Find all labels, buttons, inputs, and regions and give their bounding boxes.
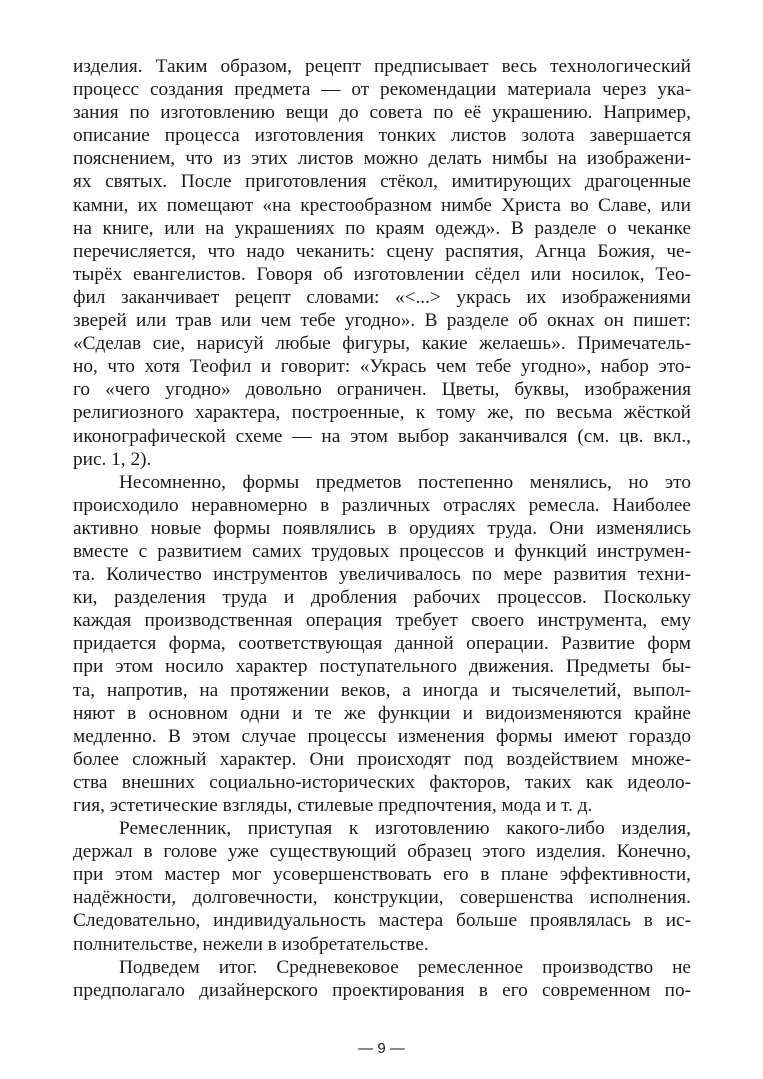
text-line: Следовательно, индивидуальность мастера больше проявлялась в ис- <box>73 910 691 932</box>
text-line: зверей или трав или чем тебе угодно». В разделе об окнах он пишет: <box>73 310 691 332</box>
text-line: предполагало дизайнерского проектирования в его современном по- <box>73 979 691 1001</box>
text-line: та, напротив, на протяжении веков, а иногда и тысячелетий, выпол- <box>73 679 691 701</box>
text-line: пояснением, что из этих листов можно делать нимбы на изображени- <box>73 148 691 170</box>
text-line: ки, разделения труда и дробления рабочих процессов. Поскольку <box>73 587 691 609</box>
text-line: Несомненно, формы предметов постепенно менялись, но это <box>119 471 691 493</box>
paragraph <box>73 55 691 471</box>
text-line: но, что хотя Теофил и говорит: «Укрась чем тебе угодно», набор это- <box>73 356 691 378</box>
text-line: вместе с развитием самих трудовых процессов и функций инструмен- <box>73 540 691 562</box>
text-line: фил заканчивает рецепт словами: «<...> укрась их изображениями <box>73 286 691 308</box>
text-line: держал в голове уже существующий образец этого изделия. Конечно, <box>73 841 691 863</box>
text-line: зания по изготовлению вещи до совета по её украшению. Например, <box>73 102 691 124</box>
text-line: описание процесса изготовления тонких листов золота завершается <box>73 125 691 147</box>
text-line: надёжности, долговечности, конструкции, совершенства исполнения. <box>73 887 691 909</box>
text-line: изделия. Таким образом, рецепт предписывает весь технологический <box>73 56 691 77</box>
text-line: тырёх евангелистов. Говоря об изготовлении сёдел или носилок, Тео- <box>73 263 691 285</box>
text-line: при этом носило характер поступательного движения. Предметы бы- <box>73 656 691 678</box>
paragraph <box>73 471 691 817</box>
text-line: религиозного характера, построенные, к тому же, по весьма жёсткой <box>73 402 691 424</box>
text-line: перечисляется, что надо чеканить: сцену распятия, Агнца Божия, че- <box>73 240 691 262</box>
text-line: при этом мастер мог усовершенствовать его в плане эффективности, <box>73 864 691 886</box>
text-line: камни, их помещают «на крестообразном нимбе Христа во Славе, или <box>73 194 691 216</box>
body-text <box>73 55 691 1002</box>
text-line: ях святых. После приготовления стёкол, имитирующих драгоценные <box>73 171 691 193</box>
text-line: полнительстве, нежели в изобретательстве. <box>73 933 429 955</box>
text-line: происходило неравномерно в различных отраслях ремесла. Наиболее <box>73 494 691 516</box>
paragraph <box>73 956 691 1002</box>
paragraph <box>73 817 691 956</box>
text-line: иконографической схеме — на этом выбор заканчивался (см. цв. вкл., <box>73 425 691 447</box>
text-line: гия, эстетические взгляды, стилевые предпочтения, мода и т. д. <box>73 795 593 816</box>
text-line: каждая производственная операция требует своего инструмента, ему <box>73 610 691 632</box>
text-line: активно новые формы появлялись в орудиях труда. Они изменялись <box>73 517 691 539</box>
page-number: — 9 — <box>358 1040 405 1057</box>
text-line: придается форма, соответствующая данной операции. Развитие форм <box>73 633 691 655</box>
text-line: го «чего угодно» довольно ограничен. Цветы, буквы, изображения <box>73 379 691 401</box>
text-line: медленно. В этом случае процессы изменения формы имеют гораздо <box>73 725 691 747</box>
text-line: няют в основном одни и те же функции и видоизменяются крайне <box>73 702 691 724</box>
text-line: Подведем итог. Средневековое ремесленное производство не <box>119 956 691 978</box>
text-line: на книге, или на украшениях по краям одежд». В разделе о чеканке <box>73 217 691 239</box>
text-line: ства внешних социально-исторических факторов, таких как идеоло- <box>73 771 691 793</box>
text-line: та. Количество инструментов увеличивалось по мере развития техни- <box>73 564 691 586</box>
text-line: «Сделав сие, нарисуй любые фигуры, какие желаешь». Примечатель- <box>73 333 691 355</box>
text-line: рис. 1, 2). <box>73 448 152 470</box>
text-line: более сложный характер. Они происходят под воздействием множе- <box>73 748 691 770</box>
text-line: Ремесленник, приступая к изготовлению какого-либо изделия, <box>119 818 691 840</box>
text-line: процесс создания предмета — от рекомендации материала через ука- <box>73 79 691 101</box>
